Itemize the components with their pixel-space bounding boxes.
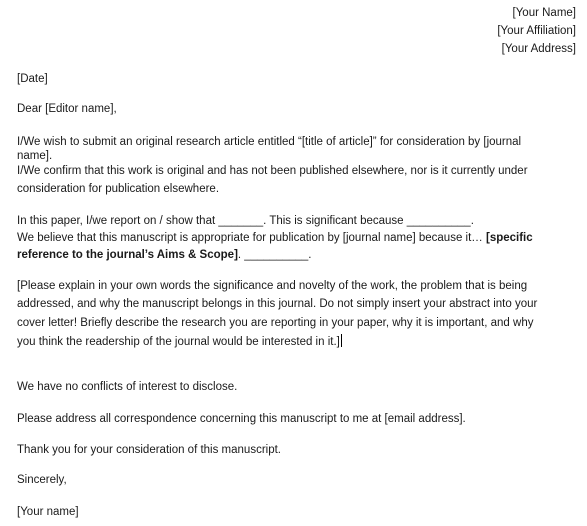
instructions-line-4 (17, 334, 342, 349)
salutation: Dear [Editor name], (17, 103, 117, 115)
intro-line-1: I/We wish to submit an original research article entitled “[title of article]” for consideration by [journal (17, 136, 522, 148)
conflicts-statement: We have no conflicts of interest to disclose. (17, 381, 238, 393)
text-cursor (341, 334, 342, 347)
thanks-statement: Thank you for your consideration of this manuscript. (17, 444, 281, 456)
instructions-line-4-text: you think the readership of the journal would be interested in it.] (17, 336, 340, 348)
date-line: [Date] (17, 73, 48, 85)
significance-line-2-text: We believe that this manuscript is appropriate for publication by [journal name] because it… (17, 232, 486, 244)
sender-name: [Your Name] (512, 7, 576, 19)
sender-affiliation: [Your Affiliation] (497, 25, 576, 37)
intro-line-2: name]. (17, 150, 53, 162)
sender-address: [Your Address] (501, 43, 576, 55)
significance-line-3-text: . __________. (237, 249, 312, 261)
significance-line-3 (17, 248, 311, 262)
closing: Sincerely, (17, 474, 67, 486)
instructions-line-3: cover letter! Briefly describe the research you are reporting in your paper, why it is important, and why (17, 317, 534, 329)
significance-line-1: In this paper, I/we report on / show that _______. This is significant because __________. (17, 215, 474, 227)
aims-scope-reference-start: [specific (485, 232, 533, 244)
correspondence-statement: Please address all correspondence concerning this manuscript to me at [email address]. (17, 413, 466, 425)
intro-line-3: I/We confirm that this work is original and has not been published elsewhere, nor is it currently under (17, 165, 528, 177)
significance-line-2 (17, 231, 533, 245)
instructions-line-2: addressed, and why the manuscript belongs in this journal. Do not simply insert your abstract into your (17, 298, 538, 310)
aims-scope-reference-end: reference to the journal’s Aims & Scope] (17, 249, 238, 261)
signature: [Your name] (17, 506, 79, 518)
intro-line-4: consideration for publication elsewhere. (17, 183, 220, 195)
instructions-line-1: [Please explain in your own words the significance and novelty of the work, the problem that is being (17, 280, 528, 292)
